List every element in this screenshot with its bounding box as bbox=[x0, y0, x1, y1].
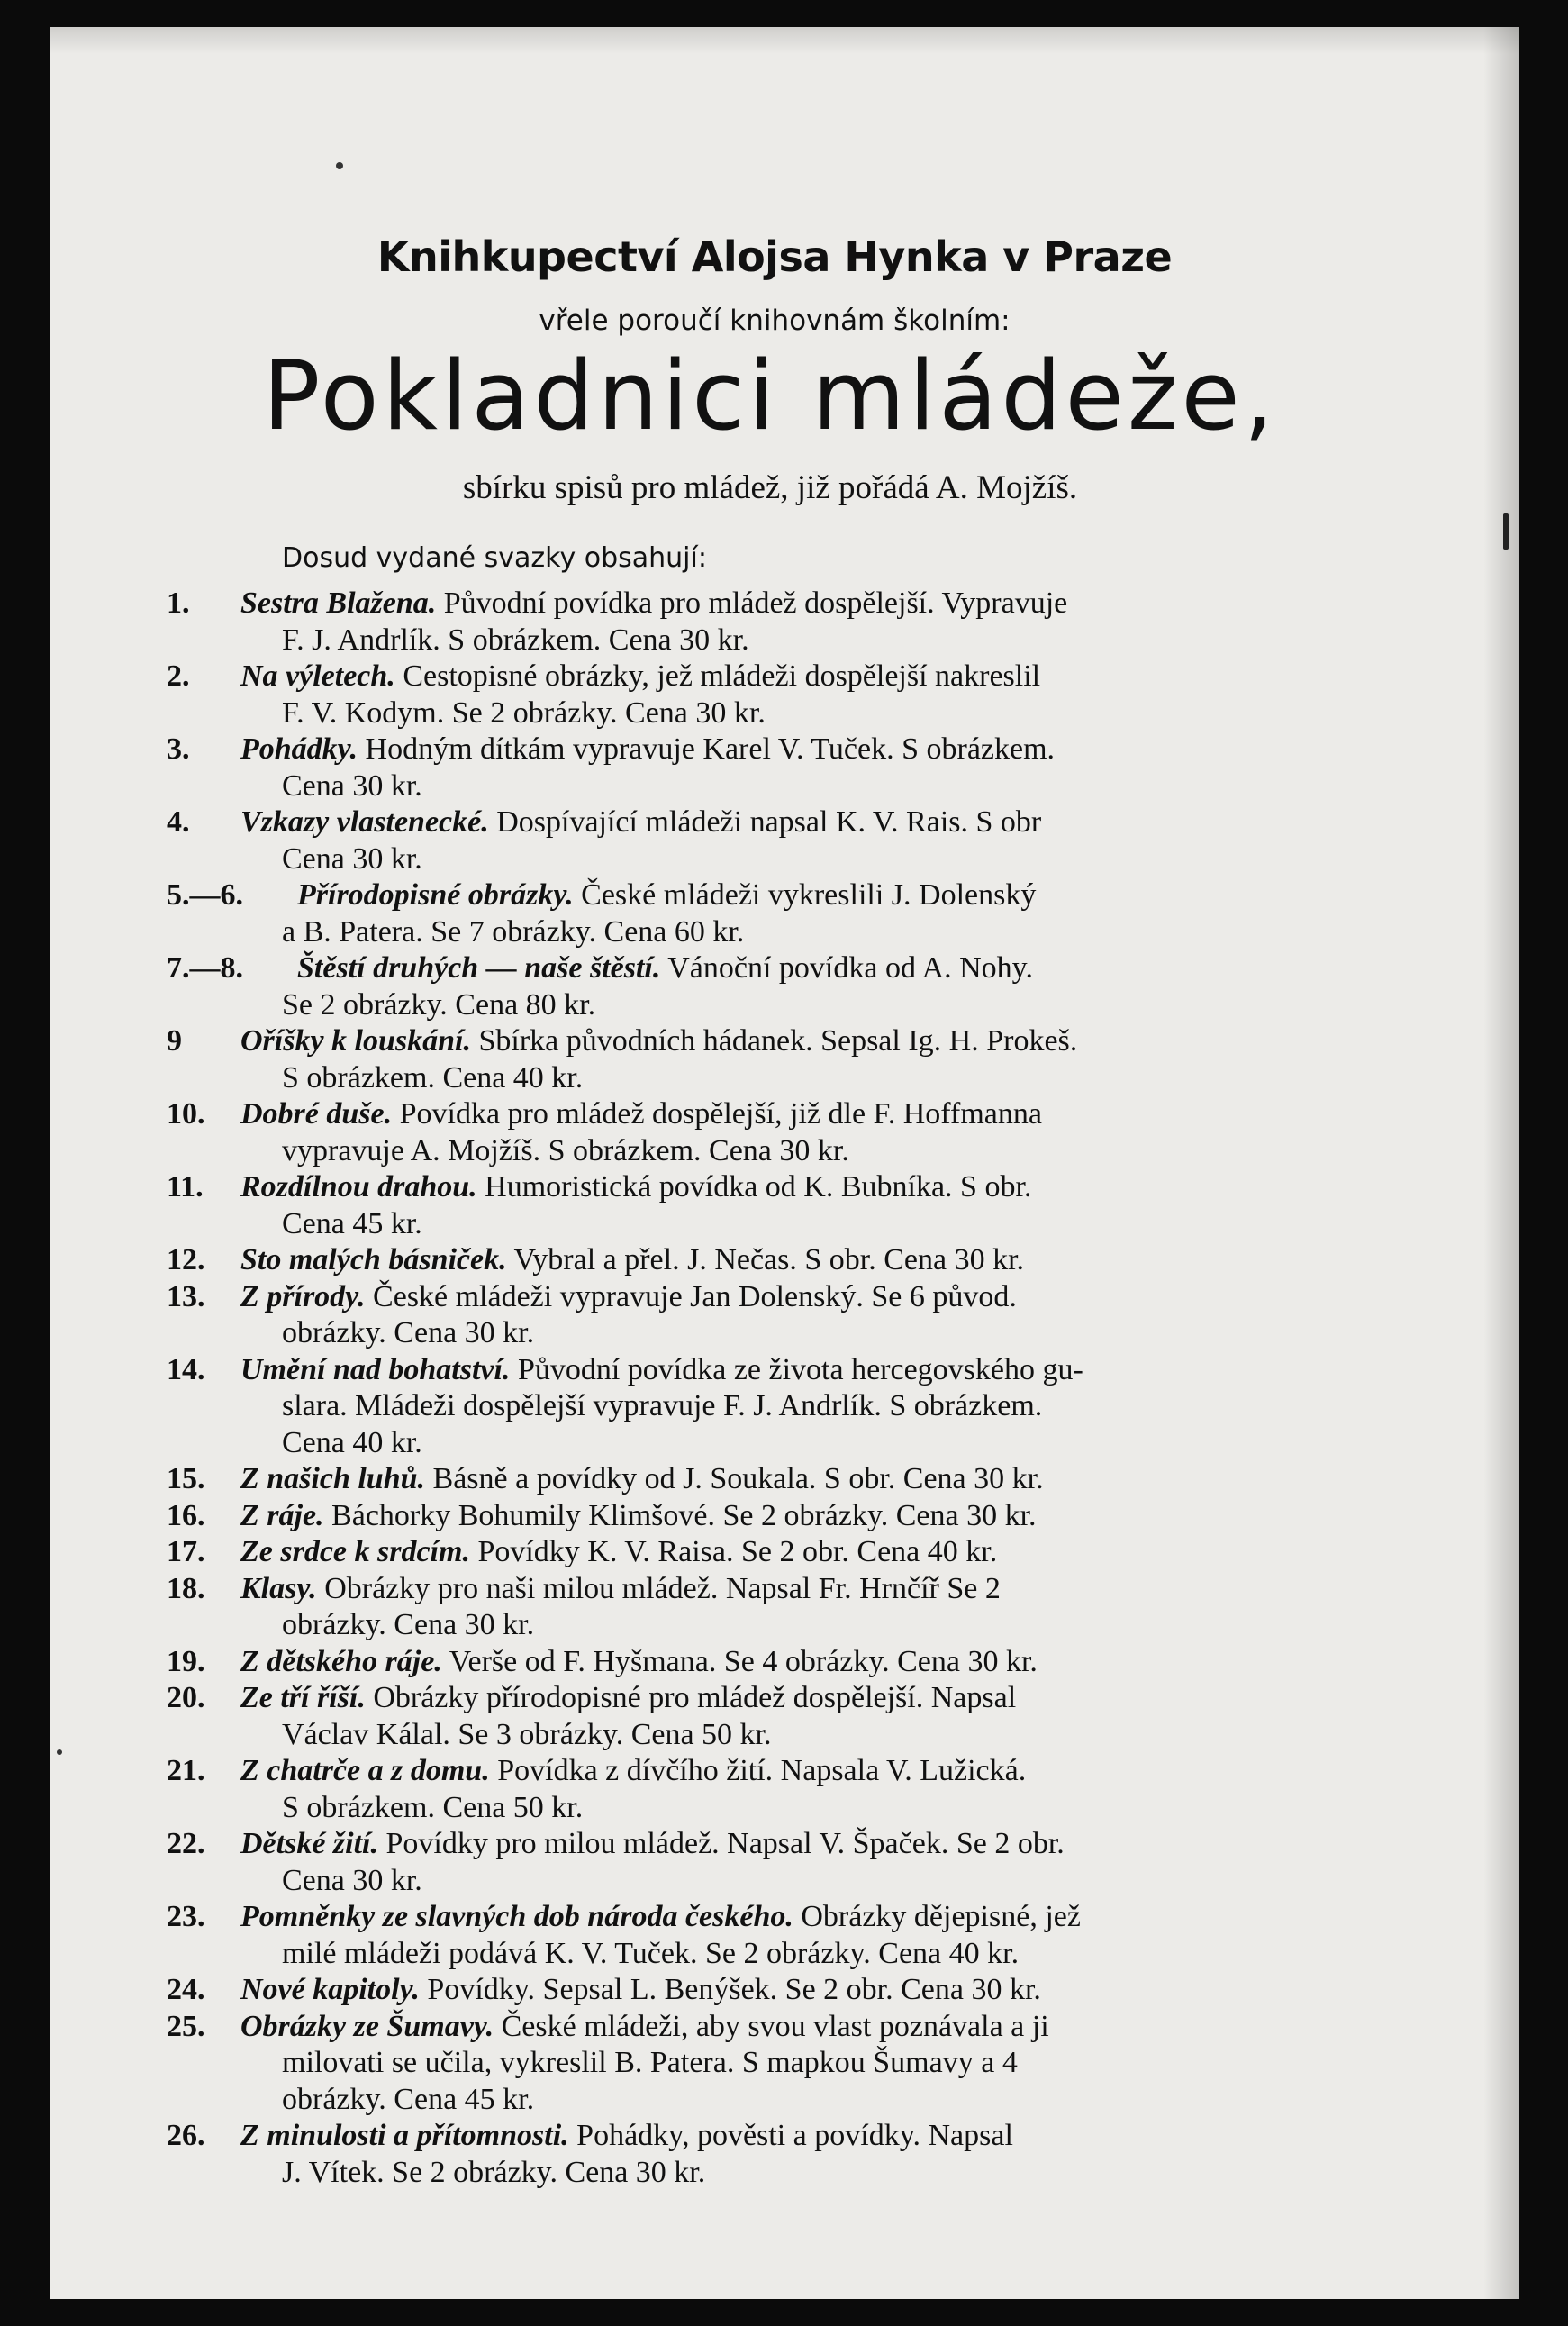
entry-text: Báchorky Bohumily Klimšové. Se 2 obrázky. Cena 30 kr. bbox=[323, 1498, 1037, 1532]
entry-line bbox=[50, 1461, 1519, 1498]
entry-title: Na výletech. bbox=[240, 659, 395, 693]
entry-line: vypravuje A. Mojžíš. S obrázkem. Cena 30 kr. bbox=[282, 1133, 849, 1168]
entry-number: 1. bbox=[167, 586, 190, 620]
list-item bbox=[50, 1096, 1519, 1169]
series-description: sbírku spisů pro mládež, již pořádá A. Mojžíš. bbox=[462, 469, 1078, 506]
entry-text: Povídky. Sepsal L. Benýšek. Se 2 obr. Cena 30 kr. bbox=[419, 1973, 1041, 2006]
entry-number: 10. bbox=[167, 1097, 205, 1131]
entry-number: 11. bbox=[167, 1170, 204, 1204]
entry-text: Cestopisné obrázky, jež mládeži dospělejší nakreslil bbox=[394, 659, 1041, 693]
entry-line bbox=[50, 1899, 1519, 1936]
entry-line bbox=[50, 1534, 1519, 1571]
list-item bbox=[50, 1352, 1519, 1462]
entry-line bbox=[50, 1169, 1519, 1206]
entry-line: Cena 40 kr. bbox=[282, 1425, 422, 1459]
entry-number: 23. bbox=[167, 1900, 205, 1933]
entry-title: Přírodopisné obrázky. bbox=[297, 878, 574, 912]
list-item bbox=[50, 1534, 1519, 1571]
entry-title: Oříšky k louskání. bbox=[240, 1024, 471, 1058]
contents-intro: Dosud vydané svazky obsahují: bbox=[282, 542, 707, 574]
list-item bbox=[50, 1680, 1519, 1753]
entry-title: Sto malých básniček. bbox=[240, 1243, 507, 1277]
entry-number: 15. bbox=[167, 1462, 205, 1495]
entry-line: Cena 30 kr. bbox=[282, 1863, 422, 1897]
list-item bbox=[50, 1826, 1519, 1899]
entry-line bbox=[50, 877, 1519, 914]
entry-text: Vybral a přel. J. Nečas. S obr. Cena 30 kr. bbox=[506, 1243, 1025, 1277]
entry-number: 19. bbox=[167, 1644, 205, 1678]
entry-line bbox=[50, 659, 1519, 695]
entry-line bbox=[50, 950, 1519, 987]
entry-number: 22. bbox=[167, 1827, 205, 1860]
entry-text: Obrázky pro naši milou mládež. Napsal Fr. Hrnčíř Se 2 bbox=[316, 1571, 1001, 1605]
entry-text: Humoristická povídka od K. Bubníka. S obr. bbox=[476, 1170, 1032, 1204]
list-item bbox=[50, 1461, 1519, 1498]
entry-line: S obrázkem. Cena 50 kr. bbox=[282, 1790, 584, 1824]
entry-text: Povídky pro milou mládež. Napsal V. Špaček. Se 2 obr. bbox=[377, 1827, 1065, 1860]
entry-line bbox=[50, 1498, 1519, 1535]
entry-number: 25. bbox=[167, 2009, 205, 2043]
entry-number: 18. bbox=[167, 1571, 205, 1605]
entry-text: Hodným dítkám vypravuje Karel V. Tuček. S obrázkem. bbox=[358, 732, 1056, 766]
entry-number: 2. bbox=[167, 659, 190, 693]
list-item bbox=[50, 1498, 1519, 1535]
entry-number: 14. bbox=[167, 1352, 205, 1386]
entry-line bbox=[50, 1753, 1519, 1790]
entry-line: milé mládeži podává K. V. Tuček. Se 2 obrázky. Cena 40 kr. bbox=[282, 1936, 1020, 1970]
entry-line: obrázky. Cena 30 kr. bbox=[282, 1608, 535, 1641]
entry-line bbox=[50, 1571, 1519, 1608]
entry-line bbox=[50, 1023, 1519, 1060]
entry-title: Pohádky. bbox=[240, 732, 358, 766]
publisher-title: Knihkupectví Alojsa Hynka v Praze bbox=[376, 232, 1173, 281]
entry-text: Verše od F. Hyšmana. Se 4 obrázky. Cena 30 kr. bbox=[441, 1644, 1038, 1678]
entry-title: Klasy. bbox=[240, 1571, 317, 1605]
list-item bbox=[50, 731, 1519, 804]
entry-number: 3. bbox=[167, 732, 190, 766]
entry-line: Se 2 obrázky. Cena 80 kr. bbox=[282, 987, 596, 1022]
series-title: Pokladnici mládeže, bbox=[262, 341, 1278, 451]
entry-line: Cena 45 kr. bbox=[282, 1206, 422, 1240]
entry-line bbox=[50, 586, 1519, 622]
entry-line bbox=[50, 1242, 1519, 1279]
entry-title: Obrázky ze Šumavy. bbox=[240, 2009, 494, 2043]
entry-text: Povídka pro mládež dospělejší, již dle F. Hoffmanna bbox=[392, 1097, 1042, 1131]
entry-title: Štěstí druhých — naše štěstí. bbox=[297, 951, 661, 985]
entry-title: Z přírody. bbox=[240, 1279, 366, 1313]
entry-text: Povídka z dívčího žití. Napsala V. Lužická. bbox=[489, 1754, 1027, 1787]
entry-line bbox=[50, 1644, 1519, 1681]
entry-title: Nové kapitoly. bbox=[240, 1973, 420, 2006]
volume-list bbox=[50, 586, 1519, 2191]
list-item bbox=[50, 2009, 1519, 2119]
entry-line bbox=[50, 2009, 1519, 2046]
list-item bbox=[50, 877, 1519, 950]
entry-text: Pohádky, pověsti a povídky. Napsal bbox=[568, 2119, 1013, 2152]
entry-line: F. V. Kodym. Se 2 obrázky. Cena 30 kr. bbox=[282, 695, 766, 730]
entry-number: 9 bbox=[167, 1024, 182, 1058]
entry-text: Vánoční povídka od A. Nohy. bbox=[660, 951, 1033, 985]
entry-title: Z chatrče a z domu. bbox=[240, 1754, 490, 1787]
entry-line: Cena 30 kr. bbox=[282, 841, 422, 876]
entry-title: Pomněnky ze slavných dob národa českého. bbox=[240, 1900, 793, 1933]
list-item bbox=[50, 1169, 1519, 1242]
entry-title: Dětské žití. bbox=[240, 1827, 378, 1860]
list-item bbox=[50, 1023, 1519, 1096]
entry-line: Cena 30 kr. bbox=[282, 768, 422, 803]
entry-line: obrázky. Cena 45 kr. bbox=[282, 2082, 535, 2116]
entry-number: 17. bbox=[167, 1535, 205, 1568]
entry-number: 24. bbox=[167, 1973, 205, 2006]
entry-number: 16. bbox=[167, 1498, 205, 1532]
ink-speck bbox=[336, 162, 343, 169]
entry-title: Vzkazy vlastenecké. bbox=[240, 805, 489, 839]
entry-title: Z minulosti a přítomnosti. bbox=[240, 2119, 569, 2152]
list-item bbox=[50, 1242, 1519, 1279]
entry-title: Z našich luhů. bbox=[240, 1462, 426, 1495]
entry-number: 20. bbox=[167, 1681, 205, 1714]
entry-line bbox=[50, 1096, 1519, 1133]
entry-title: Z dětského ráje. bbox=[240, 1644, 442, 1678]
entry-number: 5.—6. bbox=[167, 878, 243, 912]
entry-number: 26. bbox=[167, 2119, 205, 2152]
entry-text: Obrázky přírodopisné pro mládež dospělejší. Napsal bbox=[365, 1681, 1017, 1714]
entry-text: České mládeži vykreslili J. Dolenský bbox=[573, 878, 1037, 912]
entry-text: Sbírka původních hádanek. Sepsal Ig. H. Prokeš. bbox=[471, 1024, 1078, 1058]
entry-line bbox=[50, 1279, 1519, 1316]
list-item bbox=[50, 804, 1519, 877]
entry-text: České mládeži vypravuje Jan Dolenský. Se 6 původ. bbox=[365, 1279, 1017, 1313]
list-item bbox=[50, 1644, 1519, 1681]
entry-line: obrázky. Cena 30 kr. bbox=[282, 1316, 535, 1349]
entry-title: Umění nad bohatství. bbox=[240, 1352, 511, 1386]
entry-line bbox=[50, 731, 1519, 768]
entry-title: Rozdílnou drahou. bbox=[240, 1170, 477, 1204]
entry-line: milovati se učila, vykreslil B. Patera. S mapkou Šumavy a 4 bbox=[282, 2046, 1018, 2079]
margin-mark bbox=[1503, 513, 1509, 550]
entry-title: Dobré duše. bbox=[240, 1097, 393, 1131]
entry-number: 7.—8. bbox=[167, 951, 243, 985]
entry-title: Sestra Blažena. bbox=[240, 586, 437, 620]
page-top-shadow bbox=[50, 27, 1519, 54]
list-item bbox=[50, 1972, 1519, 2009]
entry-title: Z ráje. bbox=[240, 1498, 324, 1532]
entry-number: 13. bbox=[167, 1279, 205, 1313]
list-item bbox=[50, 1899, 1519, 1972]
entry-line: Václav Kálal. Se 3 obrázky. Cena 50 kr. bbox=[282, 1717, 772, 1751]
list-item bbox=[50, 659, 1519, 731]
list-item bbox=[50, 2118, 1519, 2191]
entry-line: J. Vítek. Se 2 obrázky. Cena 30 kr. bbox=[282, 2155, 706, 2189]
entry-line: F. J. Andrlík. S obrázkem. Cena 30 kr. bbox=[282, 622, 749, 657]
entry-text: Původní povídka ze života hercegovského gu- bbox=[510, 1352, 1083, 1386]
list-item bbox=[50, 1753, 1519, 1826]
entry-text: Básně a povídky od J. Soukala. S obr. Cena 30 kr. bbox=[425, 1462, 1044, 1495]
list-item bbox=[50, 586, 1519, 659]
entry-line bbox=[50, 1972, 1519, 2009]
entry-line bbox=[50, 1826, 1519, 1863]
entry-text: Povídky K. V. Raisa. Se 2 obr. Cena 40 kr. bbox=[469, 1535, 998, 1568]
entry-title: Ze tří říší. bbox=[240, 1681, 366, 1714]
list-item bbox=[50, 950, 1519, 1023]
entry-text: Obrázky dějepisné, jež bbox=[793, 1900, 1081, 1933]
entry-line: slara. Mládeži dospělejší vypravuje F. J. Andrlík. S obrázkem. bbox=[282, 1389, 1043, 1422]
entry-title: Ze srdce k srdcím. bbox=[240, 1535, 470, 1568]
entry-line bbox=[50, 2118, 1519, 2155]
entry-line: a B. Patera. Se 7 obrázky. Cena 60 kr. bbox=[282, 914, 745, 949]
entry-line bbox=[50, 804, 1519, 841]
entry-number: 21. bbox=[167, 1754, 205, 1787]
recommendation-line: vřele poroučí knihovnám školním: bbox=[539, 304, 1011, 337]
entry-number: 4. bbox=[167, 805, 190, 839]
document-page bbox=[50, 27, 1519, 2299]
entry-line: S obrázkem. Cena 40 kr. bbox=[282, 1060, 584, 1095]
entry-number: 12. bbox=[167, 1243, 205, 1277]
entry-text: Dospívající mládeži napsal K. V. Rais. S obr bbox=[488, 805, 1042, 839]
entry-line bbox=[50, 1352, 1519, 1389]
entry-text: České mládeži, aby svou vlast poznávala a ji bbox=[494, 2009, 1049, 2043]
list-item bbox=[50, 1279, 1519, 1352]
entry-text: Původní povídka pro mládež dospělejší. Vypravuje bbox=[436, 586, 1068, 620]
list-item bbox=[50, 1571, 1519, 1644]
entry-line bbox=[50, 1680, 1519, 1717]
